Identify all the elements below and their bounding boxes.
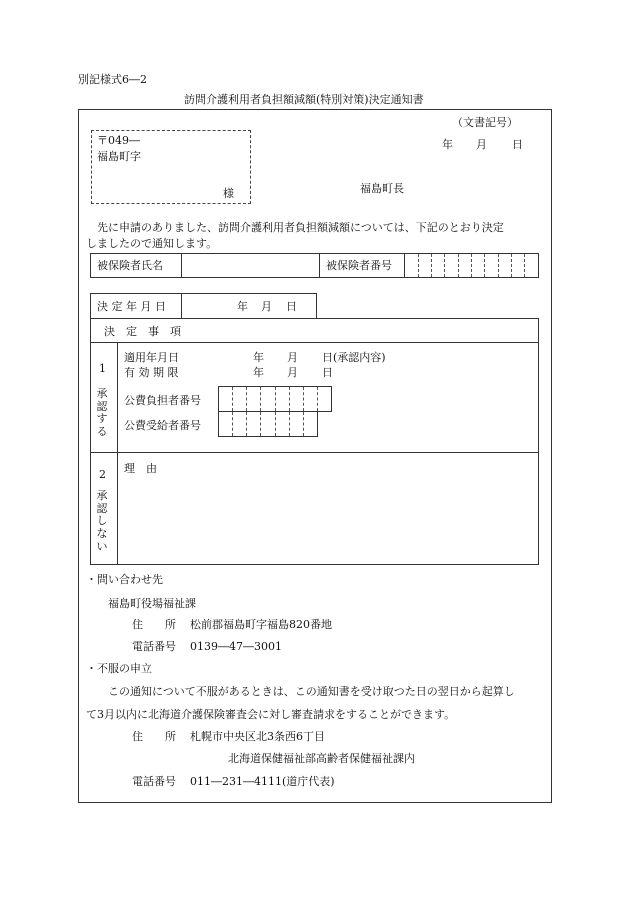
issuer-name: 福島町長: [360, 182, 404, 195]
insured-name-label: 被保険者氏名: [97, 259, 163, 272]
reason-field[interactable]: [118, 453, 538, 564]
approve-number: 1: [99, 362, 106, 375]
appeal-phone: 011―231―4111(道庁代表): [190, 775, 335, 788]
appeal-text-line-2: て3月以内に北海道介護保険審査会に対し審査請求をすることができます。: [86, 708, 456, 721]
valid-until-month: 月: [287, 366, 298, 379]
inquiry-heading: ・問い合わせ先: [86, 573, 163, 586]
decision-date-day: 日: [286, 300, 297, 313]
town-name: 福島町字: [97, 150, 141, 163]
approve-vertical-label: 承認する: [96, 387, 108, 438]
reject-vertical-label: 承認しない: [96, 489, 108, 553]
document-title: 訪問介護利用者負担額減額(特別対策)決定通知書: [184, 93, 424, 106]
decision-items-label: 決 定 事 項: [104, 325, 181, 338]
intro-line-1: 先に申請のありました、訪問介護利用者負担額減額については、下記のとおり決定: [97, 221, 504, 234]
issue-date-month: 月: [476, 138, 487, 151]
inquiry-address-label: 住 所: [132, 618, 176, 631]
applied-date-month: 月: [287, 351, 298, 364]
reason-label: 理 由: [124, 462, 157, 475]
valid-until-label: 有 効 期 限: [124, 366, 179, 379]
payer-number-label: 公費負担者番号: [124, 394, 201, 407]
appeal-phone-label: 電話番号: [132, 775, 176, 788]
inquiry-phone-label: 電話番号: [132, 640, 176, 653]
valid-until-year: 年: [253, 366, 264, 379]
appeal-address-label: 住 所: [132, 730, 176, 743]
appeal-heading: ・不服の申立: [86, 662, 152, 675]
appeal-address-2: 北海道保健福祉部高齢者保健福祉課内: [228, 752, 415, 765]
applied-date-year: 年: [253, 351, 264, 364]
issue-date-day: 日: [512, 138, 523, 151]
form-id: 別記様式6―2: [78, 73, 147, 86]
inquiry-phone: 0139―47―3001: [190, 640, 282, 653]
reject-number: 2: [99, 468, 106, 481]
issue-date-year: 年: [442, 138, 453, 151]
intro-line-2: しましたので通知します。: [86, 237, 218, 250]
approval-note: 日(承認内容): [322, 351, 386, 364]
valid-until-day: 日: [322, 366, 333, 379]
inquiry-office: 福島町役場福祉課: [108, 597, 196, 610]
decision-date-label: 決 定 年 月 日: [97, 300, 166, 313]
decision-date-month: 月: [261, 300, 272, 313]
inquiry-address: 松前郡福島町字福島820番地: [190, 618, 332, 631]
insured-number-field[interactable]: [405, 254, 538, 277]
appeal-address: 札幌市中央区北3条西6丁目: [190, 730, 325, 743]
insured-number-label: 被保険者番号: [326, 259, 392, 272]
appeal-text-line-1: この通知について不服があるときは、この通知書を受け取つた日の翌日から起算し: [108, 685, 515, 698]
recipient-number-label: 公費受給者番号: [124, 419, 201, 432]
postal-code: 〒049―: [97, 134, 140, 147]
applied-date-label: 適用年月日: [124, 351, 179, 364]
honorific: 様: [223, 187, 234, 200]
decision-date-year: 年: [237, 300, 248, 313]
doc-number-label: （文書記号）: [452, 116, 518, 129]
